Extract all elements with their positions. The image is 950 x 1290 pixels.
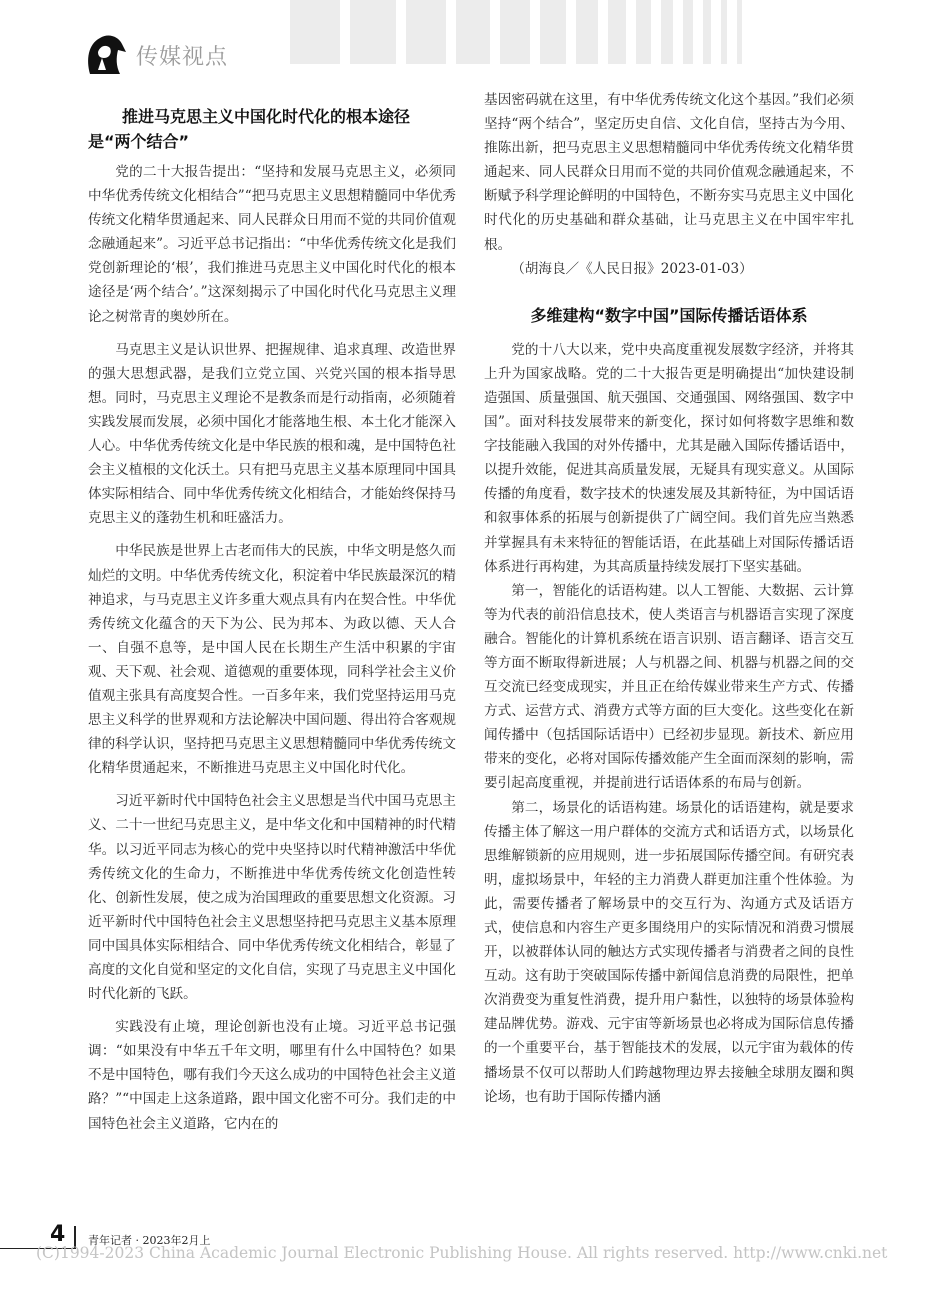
article1-title-line1: 推进马克思主义中国化时代化的根本途径 xyxy=(122,107,411,126)
article1-paragraph: 马克思主义是认识世界、把握规律、追求真理、改造世界的强大思想武器，是我们立党立国、兴党兴国的根本指导思想。同时，马克思主义理论不是教条而是行动指南，必须随着实践发展而发展，必须中国化才能落地生根、本土化才能深入人心。中华优秀传统文化是中华民族的根和魂，是中国特色社会主义植根的文化沃土。只有把马克思主义基本原理同中国具体实际相结合、同中华优秀传统文化相结合，才能始终保持马克思主义的蓬勃生机和旺盛活力。 xyxy=(88,341,456,527)
article2-paragraph: 党的十八大以来，党中央高度重视发展数字经济，并将其上升为国家战略。党的二十大报告更是明确提出“加快建设制造强国、质量强国、航天强国、交通强国、网络强国、数字中国”。面对科技发展带来的新变化，探讨如何将数字思维和数字技能融入我国的对外传播中，尤其是融入国际传播话语中，以提升效能，促进其高质量发展，无疑具有现实意义。从国际传播的角度看，数字技术的快速发展及其新特征，为中国话语和叙事体系的拓展与创新提供了广阔空间。我们首先应当熟悉并掌握具有未来特征的智能话语，在此基础上对国际传播话语体系进行再构建，为其高质量持续发展打下坚实基础。 xyxy=(484,341,854,575)
right-column xyxy=(484,88,854,1109)
magazine-issue: 青年记者 · 2023年2月上 xyxy=(88,1234,211,1247)
article1-paragraph: 党的二十大报告提出：“坚持和发展马克思主义，必须同中华优秀传统文化相结合”“把马克思主义思想精髓同中华优秀传统文化精华贯通起来、同人民群众日用而不觉的共同价值观念融通起来”。习近平总书记指出：“中华优秀传统文化是我们党创新理论的‘根’，我们推进马克思主义中国化时代化的根本途径是‘两个结合’。”这深刻揭示了中国化时代化马克思主义理论之树常青的奥妙所在。 xyxy=(88,164,456,325)
article1-paragraph: 实践没有止境，理论创新也没有止境。习近平总书记强调：“如果没有中华五千年文明，哪里有什么中国特色？如果不是中国特色，哪有我们今天这么成功的中国特色社会主义道路？”“中国走上这条道路，跟中国文化密不可分。我们走的中国特色社会主义道路，它内在的 xyxy=(88,1019,456,1132)
article1-title-cont xyxy=(88,129,456,154)
article2-paragraph: 第二，场景化的话语构建。场景化的话语建构，就是要求传播主体了解这一用户群体的交流方式和话语方式，以场景化思维解锁新的应用规则，进一步拓展国际传播空间。有研究表明，虚拟场景中，年轻的主力消费人群更加注重个性体验。为此，需要传播者了解场景中的交互行为、沟通方式及话语方式，使信息和内容生产更多围绕用户的实际情况和消费习惯展开，以被群体认同的触达方式实现传播者与消费者之间的良性互动。这有助于突破国际传播中新闻信息消费的局限性，把单次消费变为重复性消费，提升用户黏性，以独特的场景体验构建品牌优势。游戏、元宇宙等新场景也必将成为国际信息传播的一个重要平台，基于智能技术的发展，以元宇宙为载体的传播场景不仅可以帮助人们跨越物理边界去接触全球朋友圈和舆论场，也有助于国际传播内涵 xyxy=(484,799,854,1105)
article2-paragraph: 第一，智能化的话语构建。以人工智能、大数据、云计算等为代表的前沿信息技术，使人类语言与机器语言实现了深度融合。智能化的计算机系统在语言识别、语言翻译、语言交互等方面不断取得新进展；人与机器之间、机器与机器之间的交互交流已经变成现实，并且正在给传媒业带来生产方式、传播方式、运营方式、消费方式等方面的巨大变化。这些变化在新闻传播中（包括国际话语中）已经初步显现。新技术、新应用带来的变化，必将对国际传播效能产生全面而深刻的影响，需要引起高度重视，并提前进行话语体系的布局与创新。 xyxy=(484,582,854,792)
page-number: 4 xyxy=(50,1222,66,1247)
article1-paragraph: 习近平新时代中国特色社会主义思想是当代中国马克思主义、二十一世纪马克思主义，是中华文化和中国精神的时代精华。以习近平同志为核心的党中央坚持以时代精神激活中华优秀传统文化的生命力，不断推进中华优秀传统文化创造性转化、创新性发展，使之成为治国理政的重要思想文化资源。习近平新时代中国特色社会主义思想坚持把马克思主义基本原理同中国具体实际相结合、同中华优秀传统文化相结合，彰显了高度的文化自觉和坚定的文化自信，实现了马克思主义中国化时代化新的飞跃。 xyxy=(88,793,456,1003)
left-column xyxy=(88,104,456,1136)
copyright-watermark: (C)1994-2023 China Academic Journal Electronic Publishing House. All rights reserved. http://www.cnki.net xyxy=(36,1244,888,1262)
article1-title xyxy=(88,104,456,129)
section-title: 传媒视点 xyxy=(136,45,229,70)
header-stripes xyxy=(290,0,950,64)
article2-title: 多维建构“数字中国”国际传播话语体系 xyxy=(530,305,808,325)
article1-byline: （胡海良／《人民日报》2023-01-03） xyxy=(511,260,753,277)
article1-paragraph: 中华民族是世界上古老而伟大的民族，中华文明是悠久而灿烂的文明。中华优秀传统文化，积淀着中华民族最深沉的精神追求，与马克思主义许多重大观点具有内在契合性。中华优秀传统文化蕴含的天下为公、民为邦本、为政以德、天人合一、自强不息等，是中国人民在长期生产生活中积累的宇宙观、天下观、社会观、道德观的重要体现，同科学社会主义价值观主张具有高度契合性。一百多年来，我们党坚持运用马克思主义科学的世界观和方法论解决中国问题、得出符合客观规律的科学认识，坚持把马克思主义思想精髓同中华优秀传统文化精华贯通起来，不断推进马克思主义中国化时代化。 xyxy=(88,543,456,777)
article1-continuation: 基因密码就在这里，有中华优秀传统文化这个基因。”我们必须坚持“两个结合”，坚定历史自信、文化自信，坚持古为今用、推陈出新，把马克思主义思想精髓同中华优秀传统文化精华贯通起来、同人民群众日用而不觉的共同价值观念融通起来，不断赋予科学理论鲜明的中国特色，不断夯实马克思主义中国化时代化的历史基础和群众基础，让马克思主义在中国牢牢扎根。 xyxy=(484,92,854,253)
logo-icon xyxy=(82,30,128,76)
article1-title-line2: 是“两个结合” xyxy=(88,132,190,151)
